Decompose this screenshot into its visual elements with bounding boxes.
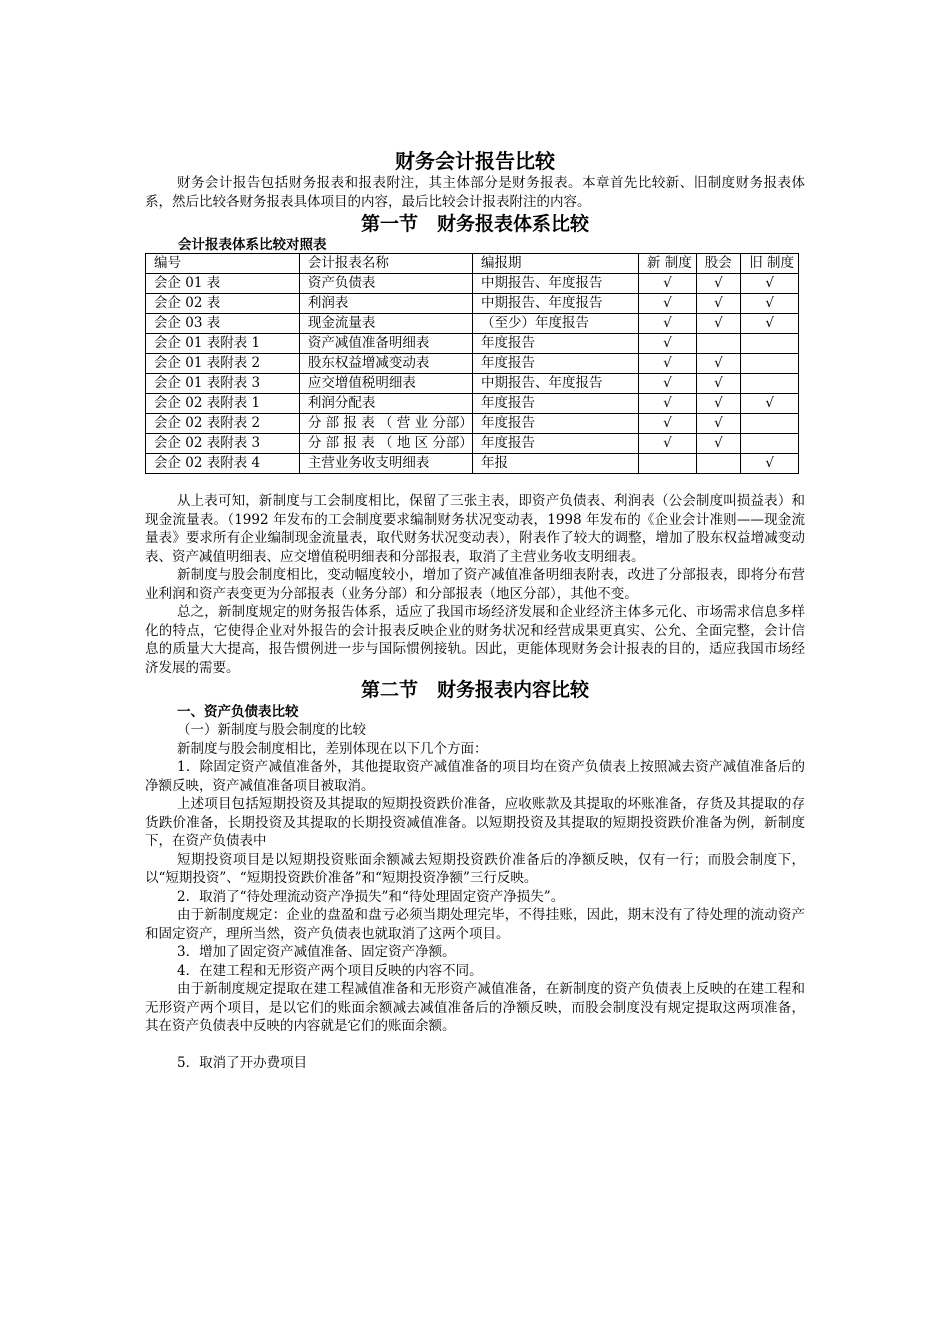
body-paragraph: 总之，新制度规定的财务报告体系，适应了我国市场经济发展和企业经济主体多元化、市场需求信息多样化的特点，它使得企业对外报告的会计报表反映企业的财务状况和经营成果更真实、公允、全面完整，会计信息的质量大大提高，报告惯例进一步与国际惯例接轨。因此，更能体现财务会计报表的目的，适应我国市场经济发展的需要。	[145, 604, 805, 676]
table-cell: 会企 01 表附表 1	[146, 334, 300, 354]
table-cell: 会企 02 表附表 2	[146, 414, 300, 434]
section2-heading: 第二节 财务报表内容比较	[360, 679, 589, 701]
table-cell: √	[696, 274, 741, 294]
spacer	[145, 474, 805, 492]
table-cell: √	[639, 334, 697, 354]
table-cell: √	[639, 414, 697, 434]
table-cell	[696, 454, 741, 474]
table-cell: √	[639, 434, 697, 454]
table-cell: 现金流量表	[299, 314, 472, 334]
body-paragraph: 3．增加了固定资产减值准备、固定资产净额。	[177, 944, 456, 960]
table-row	[146, 394, 799, 414]
table-cell: √	[639, 314, 697, 334]
section1-paragraphs	[145, 492, 805, 677]
table-header-row	[146, 254, 799, 274]
table-cell	[741, 334, 799, 354]
table-row	[146, 334, 799, 354]
table-row	[146, 314, 799, 334]
subsubsection-title: （一）新制度与股会制度的比较	[177, 722, 366, 738]
table-row	[146, 274, 799, 294]
table-cell: √	[696, 314, 741, 334]
body-paragraph: 5．取消了开办费项目	[177, 1054, 308, 1071]
table-cell: 分 部 报 表 （ 营 业 分部）	[299, 414, 472, 434]
table-body	[146, 254, 799, 474]
table-header-cell: 会计报表名称	[299, 254, 472, 274]
table-cell	[741, 374, 799, 394]
table-cell: √	[639, 294, 697, 314]
table-header-cell: 编号	[146, 254, 300, 274]
table-cell: 利润表	[299, 294, 472, 314]
document-title: 财务会计报告比较	[395, 149, 555, 173]
body-paragraph: 上述项目包括短期投资及其提取的短期投资跌价准备，应收账款及其提取的坏账准备，存货及其提取的存货跌价准备，长期投资及其提取的长期投资减值准备。以短期投资及其提取的短期投资跌价准备为例，新制度下，在资产负债表中	[145, 796, 805, 849]
table-cell: 会企 02 表附表 4	[146, 454, 300, 474]
table-cell: √	[741, 394, 799, 414]
table-cell: 年度报告	[472, 414, 638, 434]
table-cell: 会企 02 表附表 1	[146, 394, 300, 414]
report-comparison-table	[145, 253, 799, 474]
table-cell: √	[741, 274, 799, 294]
table-cell: 中期报告、年度报告	[472, 274, 638, 294]
table-cell: √	[741, 294, 799, 314]
body-paragraph: 由于新制度规定：企业的盘盈和盘亏必须当期处理完毕，不得挂账，因此，期末没有了待处理的流动资产和固定资产，理所当然，资产负债表也就取消了这两个项目。	[145, 907, 805, 942]
table-cell: 会企 03 表	[146, 314, 300, 334]
table-cell: √	[639, 274, 697, 294]
table-row	[146, 414, 799, 434]
table-cell: 分 部 报 表 （ 地 区 分部）	[299, 434, 472, 454]
table-cell: 年度报告	[472, 434, 638, 454]
document-page	[145, 148, 805, 1072]
table-cell: √	[696, 374, 741, 394]
subsection-balance-sheet: 一、资产负债表比较	[177, 704, 299, 720]
body-paragraph: 由于新制度规定提取在建工程减值准备和无形资产减值准备，在新制度的资产负债表上反映的在建工程和无形资产两个项目，是以它们的账面余额减去减值准备后的净额反映，而股会制度没有规定提取这两项准备，其在资产负债表中反映的内容就是它们的账面余额。	[145, 981, 805, 1034]
table-cell	[639, 454, 697, 474]
body-paragraph: 1．除固定资产减值准备外，其他提取资产减值准备的项目均在资产负债表上按照减去资产减值准备后的净额反映，资产减值准备项目被取消。	[145, 759, 805, 794]
table-row	[146, 294, 799, 314]
table-cell: √	[696, 394, 741, 414]
table-header-cell: 编报期	[472, 254, 638, 274]
table-cell	[741, 354, 799, 374]
table-cell: 应交增值税明细表	[299, 374, 472, 394]
table-cell	[741, 434, 799, 454]
table-cell: 会企 01 表	[146, 274, 300, 294]
table-cell: 资产负债表	[299, 274, 472, 294]
table-cell: 会企 01 表附表 3	[146, 374, 300, 394]
table-header-cell: 旧 制度	[741, 254, 799, 274]
table-cell: 股东权益增减变动表	[299, 354, 472, 374]
table-cell: √	[696, 414, 741, 434]
table-cell: 主营业务收支明细表	[299, 454, 472, 474]
table-cell: 资产减值准备明细表	[299, 334, 472, 354]
table-cell: 中期报告、年度报告	[472, 294, 638, 314]
table-cell: 利润分配表	[299, 394, 472, 414]
table-cell: √	[741, 314, 799, 334]
body-paragraph: 新制度与股会制度相比，差别体现在以下几个方面：	[177, 740, 488, 757]
table-row	[146, 454, 799, 474]
table-cell: 中期报告、年度报告	[472, 374, 638, 394]
intro-paragraph: 财务会计报告包括财务报表和报表附注，其主体部分是财务报表。本章首先比较新、旧制度财务报表体系，然后比较各财务报表具体项目的内容，最后比较会计报表附注的内容。	[145, 175, 805, 210]
section1-heading: 第一节 财务报表体系比较	[360, 213, 589, 235]
table-cell	[696, 334, 741, 354]
table-cell: 会企 02 表附表 3	[146, 434, 300, 454]
table-cell	[741, 414, 799, 434]
table-cell: 会企 01 表附表 2	[146, 354, 300, 374]
table-cell: √	[741, 454, 799, 474]
body-paragraph: 4．在建工程和无形资产两个项目反映的内容不同。	[177, 962, 483, 979]
table-cell: 年报	[472, 454, 638, 474]
table-cell: 年度报告	[472, 394, 638, 414]
table-header-cell: 新 制度	[639, 254, 697, 274]
table-cell: （至少）年度报告	[472, 314, 638, 334]
table-cell: √	[639, 354, 697, 374]
body-paragraph: 2．取消了“待处理流动资产净损失”和“待处理固定资产净损失”。	[177, 888, 565, 905]
body-paragraph: 新制度与股会制度相比，变动幅度较小，增加了资产减值准备明细表附表，改进了分部报表，即将分布营业利润和资产表变更为分部报表（业务分部）和分部报表（地区分部），其他不变。	[145, 567, 805, 602]
table-caption: 会计报表体系比较对照表	[178, 237, 327, 253]
table-cell: 年度报告	[472, 334, 638, 354]
table-cell: √	[639, 394, 697, 414]
table-header-cell: 股会	[696, 254, 741, 274]
body-paragraph: 短期投资项目是以短期投资账面余额减去短期投资跌价准备后的净额反映，仅有一行；而股会制度下，以“短期投资”、“短期投资跌价准备”和“短期投资净额”三行反映。	[145, 851, 805, 886]
table-cell: 年度报告	[472, 354, 638, 374]
table-cell: 会企 02 表	[146, 294, 300, 314]
table-cell: √	[639, 374, 697, 394]
table-row	[146, 434, 799, 454]
section2-paragraphs	[145, 740, 805, 1073]
table-row	[146, 354, 799, 374]
table-cell: √	[696, 354, 741, 374]
table-cell: √	[696, 294, 741, 314]
table-row	[146, 374, 799, 394]
table-cell: √	[696, 434, 741, 454]
body-paragraph: 从上表可知，新制度与工会制度相比，保留了三张主表，即资产负债表、利润表（公会制度叫损益表）和现金流量表。（1992 年发布的工会制度要求编制财务状况变动表，1998 年发布的《企业会计准则——现金流量表》要求所有企业编制现金流量表，取代财务状况变动表），附表作了较大的调整，增加了股东权益增减变动表、资产减值明细表、应交增值税明细表和分部报表，取消了主营业务收支明细表。	[145, 493, 805, 565]
